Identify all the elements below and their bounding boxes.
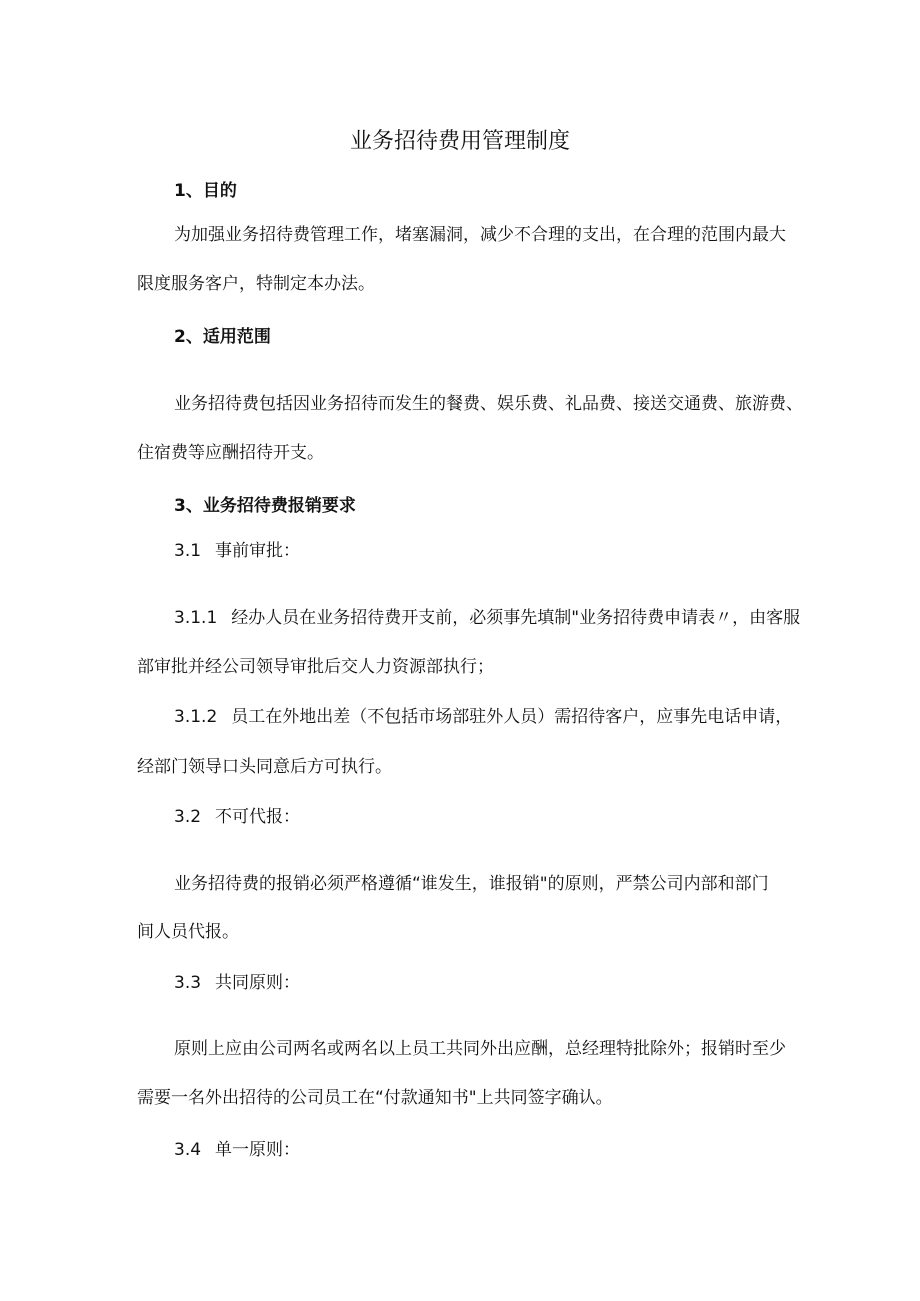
section-2-paragraph-line-2: 住宿费等应酬招待开支。 xyxy=(137,443,324,463)
subsection-3-3-paragraph-line-2: 需要一名外出招待的公司员工在“付款通知书"上共同签字确认。 xyxy=(137,1088,613,1108)
subsection-3-1-number: 3.1 xyxy=(174,541,202,561)
clause-3-1-1-text: 经办人员在业务招待费开支前，必须事先填制"业务招待费申请表〃，由客服 xyxy=(231,608,801,628)
subsection-3-4-heading xyxy=(174,1138,300,1162)
section-1-heading: 1、目的 xyxy=(174,181,237,201)
clause-3-1-2-line-2: 经部门领导口头同意后方可执行。 xyxy=(137,757,392,777)
subsection-3-2-paragraph-line-1: 业务招待费的报销必须严格遵循“谁发生，谁报销"的原则，严禁公司内部和部门 xyxy=(174,874,769,894)
clause-3-1-2-number: 3.1.2 xyxy=(174,707,218,727)
section-2-paragraph-line-1: 业务招待费包括因业务招待而发生的餐费、娱乐费、礼品费、接送交通费、旅游费、 xyxy=(174,394,803,414)
subsection-3-4-number: 3.4 xyxy=(174,1140,202,1160)
clause-3-1-1-number: 3.1.1 xyxy=(174,608,218,628)
clause-3-1-1-line-1 xyxy=(174,606,800,630)
subsection-3-2-number: 3.2 xyxy=(174,807,202,827)
document-title: 业务招待费用管理制度 xyxy=(349,129,570,154)
subsection-3-1-label: 事前审批： xyxy=(215,541,301,561)
subsection-3-3-number: 3.3 xyxy=(174,973,202,993)
subsection-3-2-label: 不可代报： xyxy=(215,807,301,827)
section-2-heading: 2、适用范围 xyxy=(174,327,271,347)
subsection-3-3-heading xyxy=(174,971,300,995)
section-3-heading: 3、业务招待费报销要求 xyxy=(174,496,356,516)
clause-3-1-1-line-2: 部审批并经公司领导审批后交人力资源部执行； xyxy=(137,657,494,677)
subsection-3-3-paragraph-line-1: 原则上应由公司两名或两名以上员工共同外出应酬，总经理特批除外；报销时至少 xyxy=(174,1039,786,1059)
section-1-paragraph-line-2: 限度服务客户，特制定本办法。 xyxy=(137,274,375,294)
subsection-3-4-label: 单一原则： xyxy=(215,1140,301,1160)
section-1-paragraph-line-1: 为加强业务招待费管理工作，堵塞漏洞，减少不合理的支出，在合理的范围内最大 xyxy=(174,225,786,245)
clause-3-1-2-line-1 xyxy=(174,705,792,729)
subsection-3-2-heading xyxy=(174,805,300,829)
clause-3-1-2-text: 员工在外地出差（不包括市场部驻外人员）需招待客户，应事先电话申请， xyxy=(231,707,793,727)
subsection-3-2-paragraph-line-2: 间人员代报。 xyxy=(137,922,239,942)
subsection-3-3-label: 共同原则： xyxy=(215,973,301,993)
subsection-3-1-heading xyxy=(174,539,300,563)
